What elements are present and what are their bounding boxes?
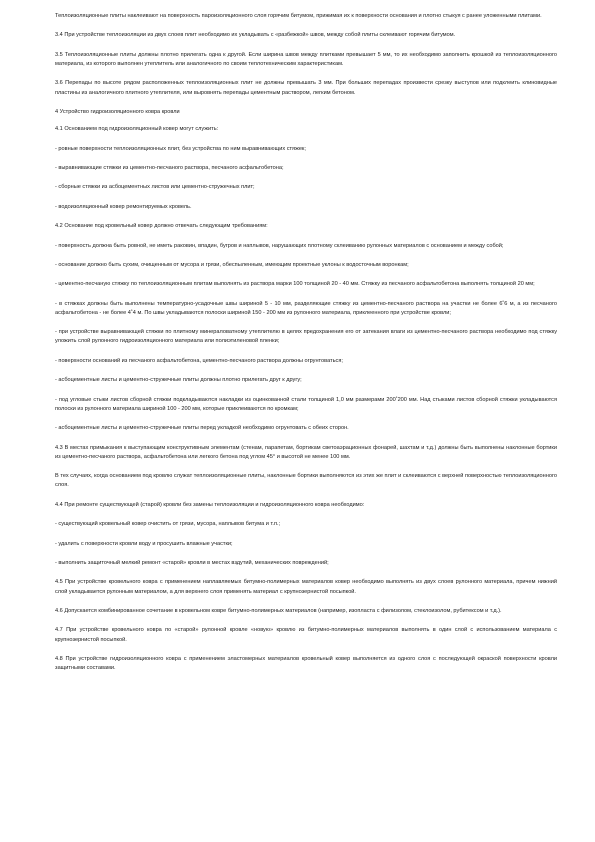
paragraph-3-4: 3.4 При устройстве теплоизоляции из двух слоев плит необходимо их укладывать с «разбежкой» швов, между собой плиты склеивают горячим битумом. [55, 32, 456, 39]
list-item: - асбоцементные листы и цементно-стружечные плиты перед укладкой необходимо огрунтовать с обеих сторон. [55, 425, 349, 432]
paragraph-3-3-cont: Теплоизоляционные плиты наклеивают на поверхность пароизоляционного слоя горячим битумом, прижимая их к поверхности основания и плотно стыкуя с ранее уложенными плитами. [55, 13, 542, 19]
list-item: - выравнивающие стяжки из цементно-песчаного раствора, песчаного асфальтобетона; [55, 164, 284, 171]
list-item: - выполнить защиточный мелкий ремонт «старой» кровли в местах вздутий, механических повреждений; [55, 560, 329, 566]
list-item: - под угловые стыки листов сборной стяжки подкладываются накладки из оцинкованной стали толщиной 1,0 мм размерами 200˚200 мм. Над стыками листов сборной стяжки укладываются полоски из рулонного материала шириной 100 - 200 мм, которые приклеиваются по кромкам; [55, 396, 557, 412]
list-item: - существующий кровельный ковер очистить от грязи, мусора, наплывов битума и т.п.; [55, 521, 281, 528]
list-item: - поверхности оснований из песчаного асфальтобетона, цементно-песчаного раствора должны огрунтоваться; [55, 357, 343, 364]
list-item: - поверхность должна быть ровной, не иметь раковин, впадин, бугров и наплывов, нарушающих плотному склеиванию рулонных материалов с основанием и между собой; [55, 242, 504, 249]
list-item: - в стяжках должны быть выполнены температурно-усадочные швы шириной 5 - 10 мм, разделяющие стяжку из цементно-песчаного раствора на участки не более 6˚6 м, а из песчаного асфальтобетона - не более 4˚4 м. По швы укладываются полоски шириной 150 - 200 мм из рулонного материала, приклеенного при устройстве кровли; [55, 300, 557, 316]
paragraph-4-3: 4.3 В местах примыкания к выступающим конструктивным элементам (стенам, парапетам, бортикам светоаэрационных фонарей, шахтам и т.д.) должны быть выполнены наклонные бортики из цементно-песчаного раствора, асфальтобетона или легкого бетона под углом 45° и высотой не менее 100 мм. [55, 444, 557, 460]
paragraph-4-3-note: В тех случаях, когда основанием под кровлю служат теплоизоляционные плиты, наклонные бортики выполняются из этих же плит и склеиваются с верхней поверхностью теплоизоляционного слоя. [55, 473, 557, 489]
list-item: - ровные поверхности теплоизоляционных плит, без устройства по ним выравнивающих стяжек; [55, 145, 306, 152]
list-item: - основание должно быть сухим, очищенным от мусора и грязи, обеспыленным, имеющим проектные уклоны к водосточным воронкам; [55, 261, 409, 268]
paragraph-3-6: 3.6 Перепады по высоте рядом расположенных теплоизоляционных плит не должны превышать 3 мм. При больших перепадах произвести срезку выступов или подклеить клиновидные пластины из аналогичного плитного утеплителя, или выровнять перепады цементным раствором, легким бетоном. [55, 80, 557, 96]
paragraph-4-7: 4.7 При устройстве кровельного ковра по «старой» рулонной кровле «новую» кровлю из битумно-полимерных материалов выполнять в один слой с использованием материала с крупнозернистой посыпкой. [55, 627, 557, 643]
paragraph-4-2: 4.2 Основание под кровельный ковер должно отвечать следующим требованиям: [55, 223, 268, 230]
list-item: - удалить с поверхности кровли воду и просушить влажные участки; [55, 540, 233, 547]
paragraph-4-8: 4.8 При устройстве гидроизоляционного ковра с применением эластомерных материалов кровельный ковер выполняется из одного слоя с последующей окраской поверхности кровли защитными составами. [55, 655, 557, 672]
paragraph-4-1: 4.1 Основанием под гидроизоляционный ковер могут служить: [55, 126, 219, 133]
paragraph-4-6: 4.6 Допускается комбинированное сочетание в кровельном ковре битумно-полимерных материалов (например, изопласта с филизолом, стеклоизолом, рубитексом и т.д.). [55, 607, 502, 614]
paragraph-3-5: 3.5 Теплоизоляционные плиты должны плотно прилегать одна к другой. Если ширина швов между плитками превышает 5 мм, то их необходимо заполнить крошкой из теплоизоляционного материала, из которого выполнен утеплитель или аналогичного по своим теплотехническим характеристикам. [55, 51, 557, 67]
list-item: - цементно-песчаную стяжку по теплоизоляционным плитам выполнять из раствора марки 100 толщиной 20 - 40 мм. Стяжку из песчаного асфальтобетона выполнять толщиной 20 мм; [55, 281, 535, 288]
list-item: - при устройстве выравнивающей стяжки по плитному минераловатному утеплителю в целях предохранения его от затекания влаги из цементно-песчаного раствора необходимо под стяжку уложить слой рулонного гидроизоляционного материала или полиэтиленовой пленки; [55, 329, 557, 345]
list-item: - асбоцементные листы и цементно-стружечные плиты должны плотно прилегать друг к другу; [55, 377, 302, 384]
list-item: - сборные стяжки из асбоцементных листов или цементно-стружечных плит; [55, 184, 255, 191]
paragraph-4-4: 4.4 При ремонте существующей (старой) кровли без замены теплоизоляции и гидроизоляционного ковра необходимо: [55, 501, 365, 508]
section-heading-4: 4 Устройство гидроизоляционного ковра кровли [55, 108, 180, 115]
list-item: - водоизоляционный ковер ремонтируемых кровель. [55, 203, 192, 210]
paragraph-4-5: 4.5 При устройстве кровельного ковра с применением наплавляемых битумно-полимерных материалов ковер необходимо выполнять из двух слоев рулонного материала, причем нижний слой укладывается рулонным материалом, а для верхнего слоя применять материал с крупнозернистой посыпкой. [55, 579, 557, 595]
